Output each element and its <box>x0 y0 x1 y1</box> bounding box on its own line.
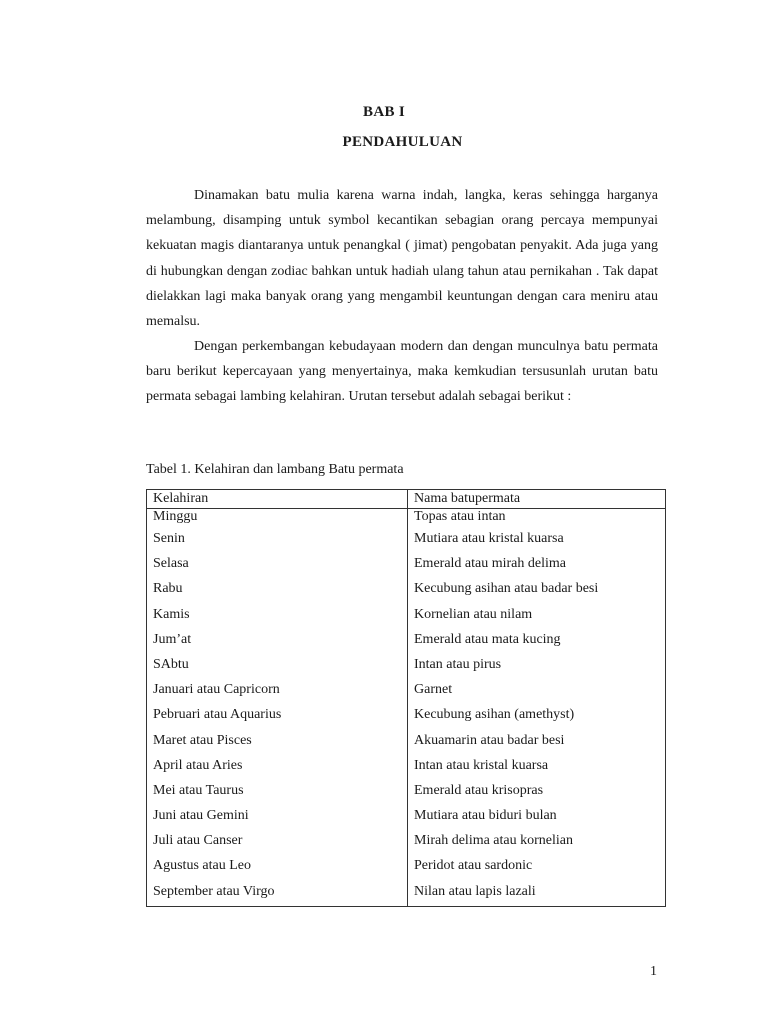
cell-birth: SAbtu <box>147 657 408 682</box>
cell-birth: Senin <box>147 531 408 556</box>
cell-gem: Akuamarin atau badar besi <box>408 733 666 758</box>
cell-gem: Emerald atau mata kucing <box>408 632 666 657</box>
column-header-gem: Nama batupermata <box>408 490 666 509</box>
table-row <box>147 632 666 657</box>
chapter-number: BAB I <box>363 104 405 120</box>
paragraph-1: Dinamakan batu mulia karena warna indah, langka, keras sehingga harganya melambung, disamping untuk symbol kecantikan sebagian orang percaya mempunyai kekuatan magis diantaranya untuk penangkal ( jimat) pengobatan penyakit. Ada juga yang di hubungkan dengan zodiac bahkan untuk hadiah ulang tahun atau pernikahan . Tak dapat dielakkan lagi maka banyak orang yang mengambil keuntungan dengan cara meniru atau memalsu. <box>146 188 658 330</box>
cell-gem: Garnet <box>408 682 666 707</box>
cell-birth: April atau Aries <box>147 758 408 783</box>
cell-birth: Rabu <box>147 581 408 606</box>
cell-gem: Peridot atau sardonic <box>408 858 666 883</box>
cell-birth: Jum’at <box>147 632 408 657</box>
table-row <box>147 707 666 732</box>
cell-birth: Minggu <box>147 509 408 532</box>
cell-gem: Kecubung asihan atau badar besi <box>408 581 666 606</box>
cell-birth: Maret atau Pisces <box>147 733 408 758</box>
cell-gem: Nilan atau lapis lazali <box>408 884 666 907</box>
cell-birth: Juni atau Gemini <box>147 808 408 833</box>
cell-gem: Emerald atau mirah delima <box>408 556 666 581</box>
cell-birth: Kamis <box>147 607 408 632</box>
cell-birth: September atau Virgo <box>147 884 408 907</box>
cell-gem: Intan atau pirus <box>408 657 666 682</box>
cell-gem: Mirah delima atau kornelian <box>408 833 666 858</box>
page-number: 1 <box>650 964 657 979</box>
cell-gem: Intan atau kristal kuarsa <box>408 758 666 783</box>
table-row <box>147 833 666 858</box>
cell-gem: Kornelian atau nilam <box>408 607 666 632</box>
table-row <box>147 556 666 581</box>
cell-birth: Juli atau Canser <box>147 833 408 858</box>
cell-birth: Januari atau Capricorn <box>147 682 408 707</box>
table-row <box>147 808 666 833</box>
column-header-birth: Kelahiran <box>147 490 408 509</box>
cell-gem: Kecubung asihan (amethyst) <box>408 707 666 732</box>
table-row <box>147 531 666 556</box>
cell-gem: Emerald atau krisopras <box>408 783 666 808</box>
table-row <box>147 509 666 532</box>
cell-gem: Mutiara atau kristal kuarsa <box>408 531 666 556</box>
birthstone-table <box>146 489 666 907</box>
cell-birth: Agustus atau Leo <box>147 858 408 883</box>
cell-birth: Pebruari atau Aquarius <box>147 707 408 732</box>
table-row <box>147 733 666 758</box>
chapter-title: PENDAHULUAN <box>342 134 463 150</box>
table-row <box>147 581 666 606</box>
table-caption: Tabel 1. Kelahiran dan lambang Batu permata <box>146 462 404 477</box>
cell-birth: Selasa <box>147 556 408 581</box>
cell-birth: Mei atau Taurus <box>147 783 408 808</box>
table-row <box>147 607 666 632</box>
table-body <box>147 509 666 907</box>
table-row <box>147 758 666 783</box>
paragraph-2: Dengan perkembangan kebudayaan modern dan dengan munculnya batu permata baru berikut kepercayaan yang menyertainya, maka kemkudian tersusunlah urutan batu permata sebagai lambing kelahiran. Urutan tersebut adalah sebagai berikut : <box>146 339 658 405</box>
table-row <box>147 657 666 682</box>
cell-gem: Topas atau intan <box>408 509 666 532</box>
table-header-row <box>147 490 666 509</box>
table-row <box>147 682 666 707</box>
table-row <box>147 884 666 907</box>
table-row <box>147 858 666 883</box>
table-row <box>147 783 666 808</box>
cell-gem: Mutiara atau biduri bulan <box>408 808 666 833</box>
